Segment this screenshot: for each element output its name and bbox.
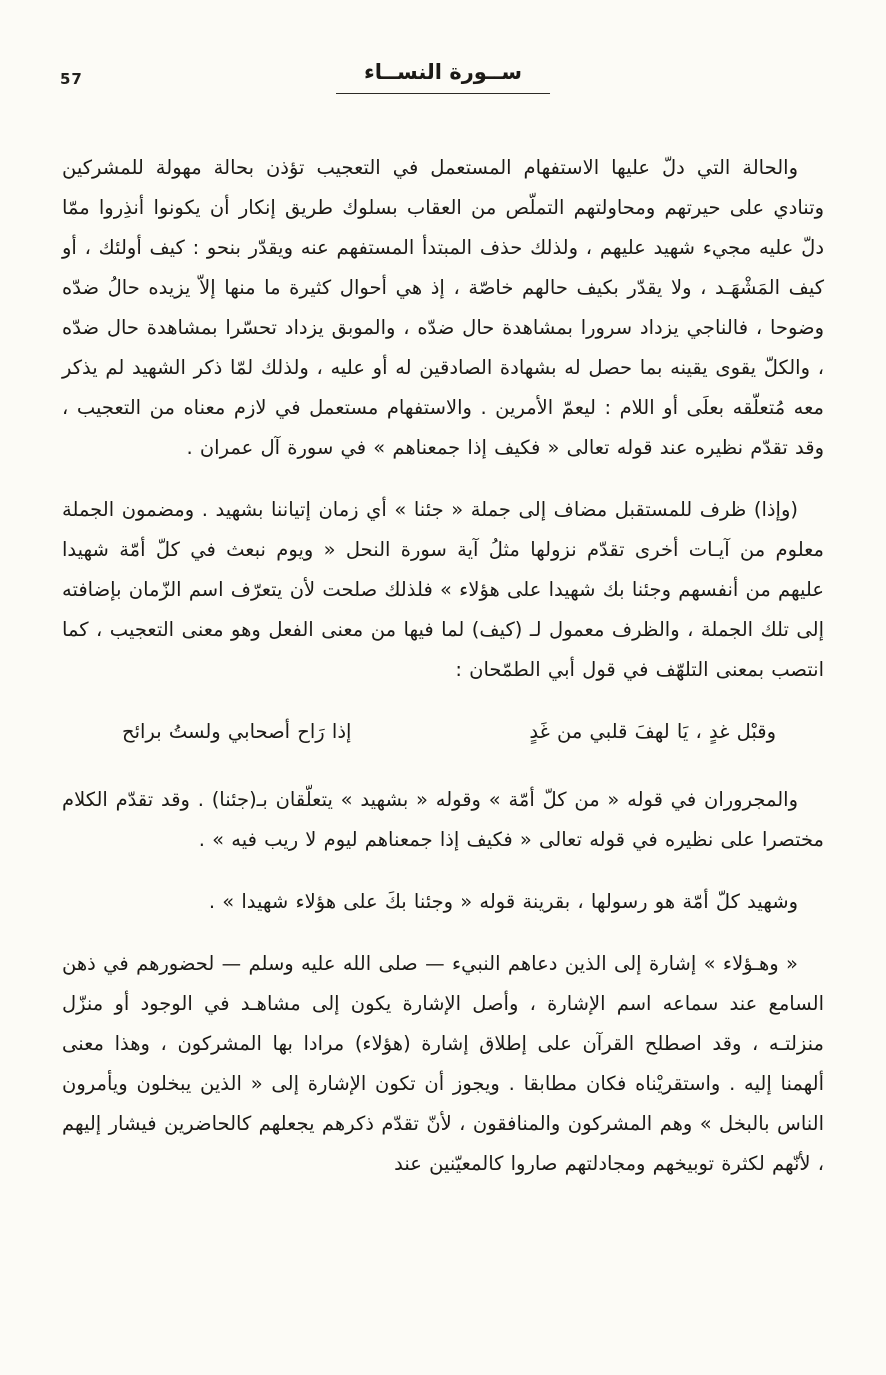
hemistich-second: إذا رَاح أصحابي ولستُ برائح xyxy=(122,720,352,743)
paragraph-haula: « وهـؤلاء » إشارة إلى الذين دعاهم النبيء — صلى الله عليه وسلم — لحضورهم في ذهن السامع عند سماعه اسم الإشارة ، وأصل الإشارة يكون إلى مشاهـد في الوجود أو منزّل منزلتـه ، وقد اصطلح القرآن على إطلاق إشارة (هؤلاء) مرادا بها المشركون ، وهذا معنى ألهمنا إليه . واستقريْناه فكان مطابقا . ويجوز أن تكون الإشارة إلى « الذين يبخلون ويأمرون الناس بالبخل » وهم المشركون والمنافقون ، لأنّ تقدّم ذكرهم يجعلهم كالحاضرين فيشار إليهم ، لأنّهم لكثرة توبيخهم ومجادلتهم صاروا كالمعيّنين عند xyxy=(62,952,824,1175)
hemistich-first: وقبْل غدٍ ، يَا لهفَ قلبي من غَدٍ xyxy=(529,720,776,743)
surah-title: ســورة النســاء xyxy=(336,60,550,94)
body-text xyxy=(62,148,824,1184)
paragraph-idha-zarf: (وإذا) ظرف للمستقبل مضاف إلى جملة « جئنا » أي زمان إتياننا بشهيد . ومضمون الجملة معلوم من آيـات أخرى تقدّم نزولها مثلُ آية سورة النحل « ويوم نبعث في كلّ أمّة شهيدا عليهم من أنفسهم وجئنا بك شهيدا على هؤلاء » فلذلك صلحت لأن يتعرّف اسم الزّمان بإضافته إلى تلك الجملة ، والظرف معمول لـ (كيف) لما فيها من معنى الفعل وهو معنى التعجيب ، كما انتصب بمعنى التلهّف في قول أبي الطمّحان : xyxy=(62,498,824,681)
poetry-line xyxy=(62,712,824,752)
page-header xyxy=(0,60,886,104)
paragraph-istifham: والحالة التي دلّ عليها الاستفهام المستعمل في التعجيب تؤذن بحالة مهولة للمشركين وتنادي على حيرتهم ومحاولتهم التملّص من العقاب بسلوك طريق إنكار أن يكونوا أنذِروا ممّا دلّ عليه مجيء شهيد عليهم ، ولذلك حذف المبتدأ المستفهم عنه ويقدّر بنحو : كيف أولئك ، أو كيف المَشْهَـد ، ولا يقدّر بكيف حالهم خاصّة ، إذ هي أحوال كثيرة ما منها إلاّ يزيده حالُ ضدّه وضوحا ، فالناجي يزداد سرورا بمشاهدة حال ضدّه ، والموبق يزداد تحسّرا بمشاهدة حال ضدّه ، والكلّ يقوى يقينه بما حصل له بشهادة الصادقين له أو عليه ، ولذلك لمّا ذكر الشهيد لم يذكر معه مُتعلّقه بعلَى أو اللام : ليعمّ الأمرين . والاستفهام مستعمل في لازم معناه من التعجيب ، وقد تقدّم نظيره عند قوله تعالى « فكيف إذا جمعناهم » في سورة آل عمران . xyxy=(62,156,824,459)
page-number: 57 xyxy=(60,70,83,88)
paragraph-shahid: وشهيد كلّ أمّة هو رسولها ، بقرينة قوله « وجئنا بكَ على هؤلاء شهيدا » . xyxy=(208,890,798,913)
paragraph-majruran: والمجروران في قوله « من كلّ أمّة » وقوله « بشهيد » يتعلّقان بـ(جئنا) . وقد تقدّم الكلام مختصرا على نظيره في قوله تعالى « فكيف إذا جمعناهم ليوم لا ريب فيه » . xyxy=(62,788,824,851)
